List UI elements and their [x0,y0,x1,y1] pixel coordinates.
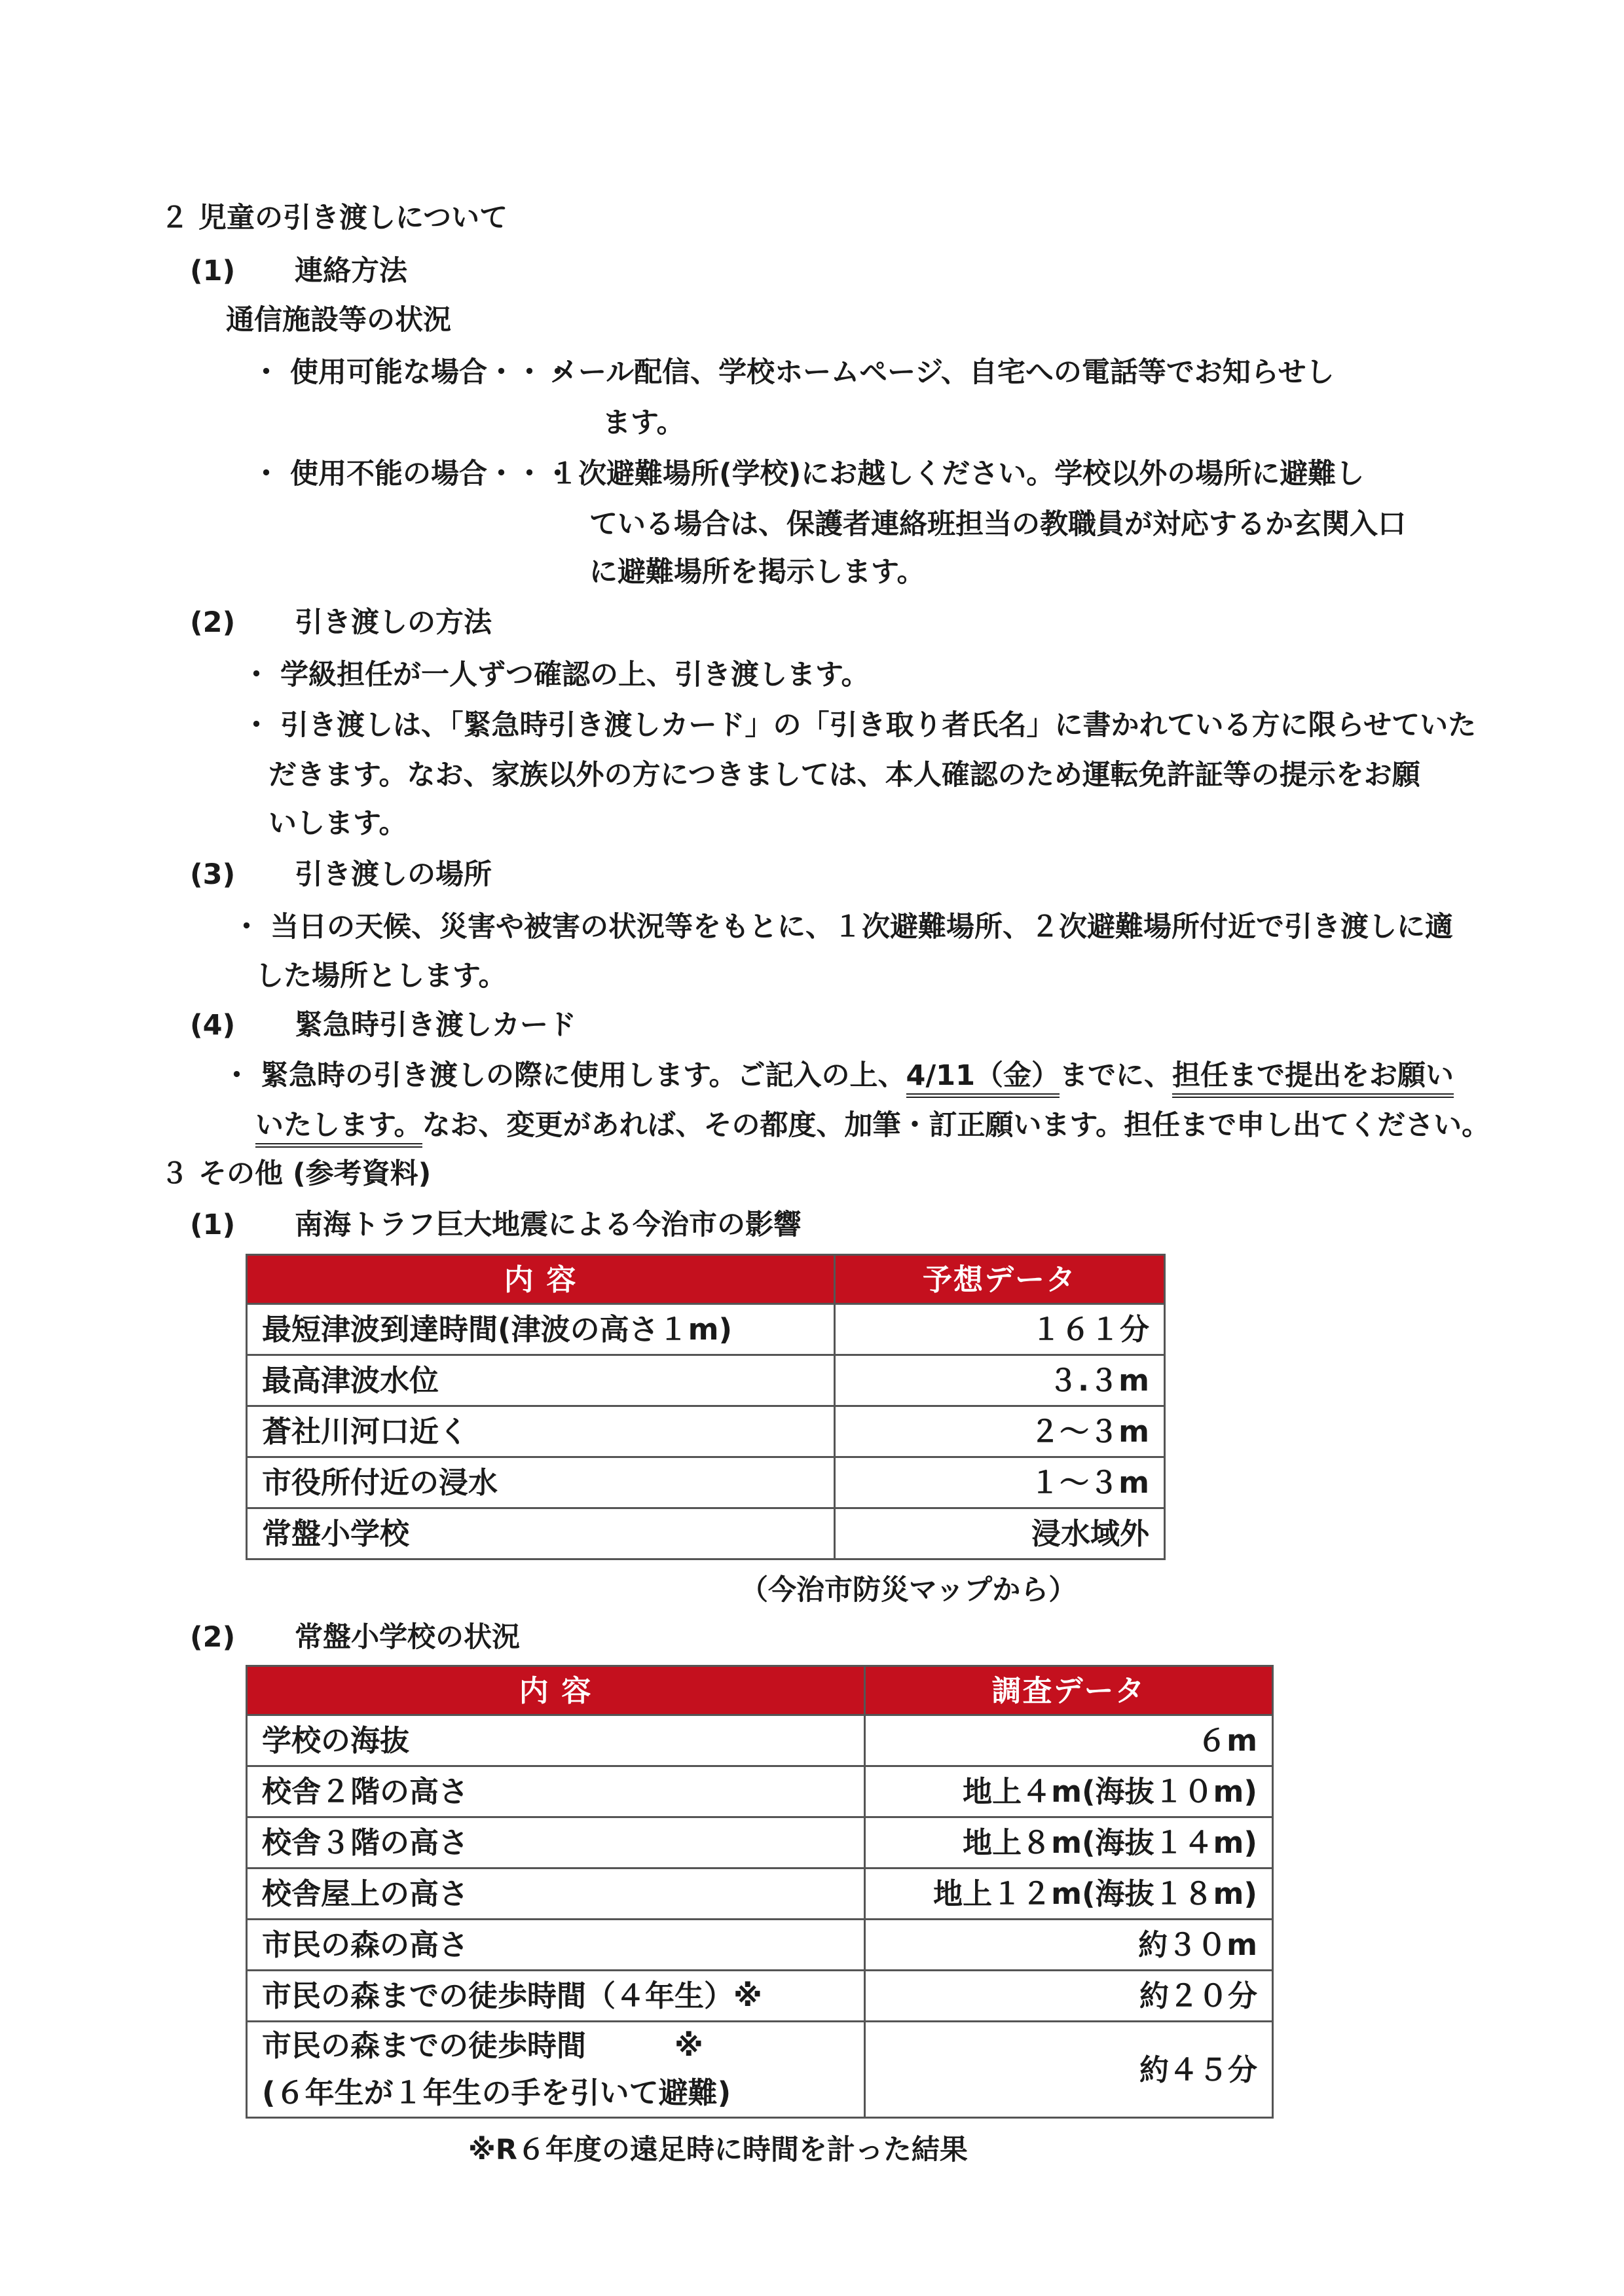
table-row [247,1766,1273,1817]
usable-text-line2: ます。 [602,407,685,439]
table-row [247,1715,1273,1766]
deadline-date: 4/11（金） [906,1059,1060,1098]
handover-bullet-2-line2: だきます。なお、家族以外の方につきましては、本人確認のため運転免許証等の提示をお願 [268,759,1420,792]
table1-number: (1) [190,1209,236,1241]
usable-text-line1: メール配信、学校ホームページ、自宅への電話等でお知らせし [550,356,1335,389]
row-label: 学校の海抜 [247,1715,865,1766]
table2-number: (2) [190,1621,236,1654]
table1-title: 南海トラフ巨大地震による今治市の影響 [295,1209,802,1241]
row-label: 校舎屋上の高さ [247,1868,865,1920]
subsection-2-title: 引き渡しの方法 [295,606,492,639]
place-bullet-line1: ・ 当日の天候、災害や被害の状況等をもとに、１次避難場所、２次避難場所付近で引き渡しに適 [232,911,1453,943]
school-status-table [246,1665,1274,2119]
table-row [247,1304,1165,1355]
communication-subheading: 通信施設等の状況 [226,304,451,337]
handover-bullet-1: ・ 学級担任が一人ずつ確認の上、引き渡します。 [242,659,870,691]
table-row [247,1406,1165,1457]
subsection-1-title: 連絡方法 [295,255,407,287]
card-text-line1-a: ・ 緊急時の引き渡しの際に使用します。ご記入の上、 [223,1059,906,1092]
usable-label: ・ 使用可能な場合・・・ [252,356,572,389]
row-value: 浸水域外 [835,1508,1165,1559]
handover-bullet-2-line1: ・ 引き渡しは、「緊急時引き渡しカード」の「引き取り者氏名」に書かれている方に限らせていた [242,709,1477,742]
row-label: 市民の森の高さ [247,1920,865,1971]
subsection-1-number: (1) [190,255,236,287]
row-value: 約３０m [865,1920,1273,1971]
table-row [247,1817,1273,1868]
table-row [247,1920,1273,1971]
subsection-4-title: 緊急時引き渡しカード [295,1009,576,1042]
card-text-line1-c: までに、 [1060,1059,1172,1092]
submit-request-a: 担任まで提出をお願い [1172,1059,1454,1098]
row-label: 市役所付近の浸水 [247,1457,835,1508]
card-text-line1 [223,1059,1454,1092]
subsection-3-number: (3) [190,858,236,891]
table-row [247,1508,1165,1559]
card-text-line2 [255,1109,1490,1142]
row-label: 最高津波水位 [247,1355,835,1406]
subsection-3-title: 引き渡しの場所 [295,858,492,891]
place-bullet-line2: した場所とします。 [255,960,507,993]
row-value: 地上４m(海抜１０m) [865,1766,1273,1817]
row-value: 地上１２m(海抜１８m) [865,1868,1273,1920]
row-value: 地上８m(海抜１４m) [865,1817,1273,1868]
row-label-line1: 市民の森までの徒歩時間 ※ [262,2028,703,2063]
section-2-heading: ２ 児童の引き渡しについて [160,202,508,234]
unusable-text-line3: に避難場所を掲示します。 [589,556,925,589]
row-label: 常盤小学校 [247,1508,835,1559]
row-label: 蒼社川河口近く [247,1406,835,1457]
table2-header-content: 内 容 [247,1666,865,1715]
subsection-2-number: (2) [190,606,236,639]
row-label: 校舎３階の高さ [247,1817,865,1868]
table-row [247,1457,1165,1508]
submit-request-b: いたします。 [255,1109,422,1148]
table-row [247,1355,1165,1406]
table-row [247,1868,1273,1920]
section-3-heading: ３ その他 (参考資料) [160,1157,432,1190]
table2-footnote: ※R６年度の遠足時に時間を計った結果 [468,2134,968,2166]
table2-header-survey: 調査データ [865,1666,1273,1715]
row-label: 校舎２階の高さ [247,1766,865,1817]
row-value: ６m [865,1715,1273,1766]
row-value: ３.３m [835,1355,1165,1406]
unusable-text-line2: ている場合は、保護者連絡班担当の教職員が対応するか玄関入口 [589,508,1406,541]
unusable-text-line1: １次避難場所(学校)にお越しください。学校以外の場所に避難し [550,458,1365,490]
row-value: ２～３m [835,1406,1165,1457]
table1-header-content: 内 容 [247,1255,835,1304]
table-row [247,1971,1273,2022]
unusable-label: ・ 使用不能の場合・・・ [252,458,572,490]
subsection-4-number: (4) [190,1009,236,1042]
handover-bullet-2-line3: いします。 [268,807,407,840]
card-text-line2-b: なお、変更があれば、その都度、加筆・訂正願います。担任まで申し出てください。 [422,1109,1490,1142]
row-value: １６１分 [835,1304,1165,1355]
row-value: 約２０分 [865,1971,1273,2022]
row-label: 最短津波到達時間(津波の高さ１m) [247,1304,835,1355]
row-label [247,2022,865,2118]
table2-title: 常盤小学校の状況 [295,1621,520,1654]
table1-header-forecast: 予想データ [835,1255,1165,1304]
tsunami-impact-table [246,1254,1166,1560]
table-row [247,2022,1273,2118]
row-label: 市民の森までの徒歩時間（４年生）※ [247,1971,865,2022]
row-value: 約４５分 [865,2022,1273,2118]
row-value: １～３m [835,1457,1165,1508]
table1-source: （今治市防災マップから） [740,1574,1077,1607]
row-label-line2: (６年生が１年生の手を引いて避難) [262,2075,731,2110]
